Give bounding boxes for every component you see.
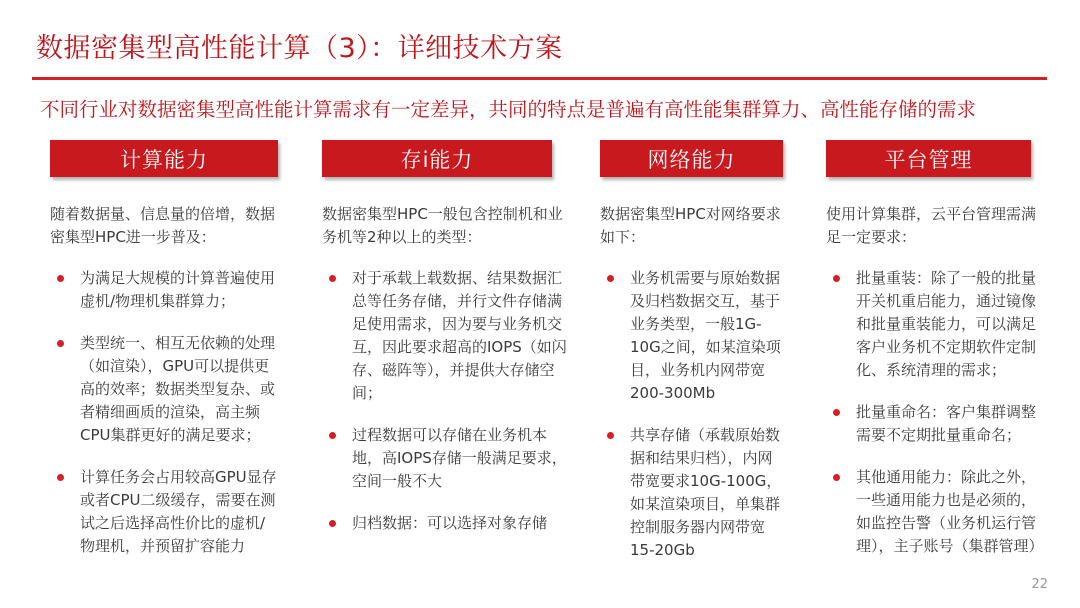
bullet-dot-icon bbox=[329, 432, 336, 439]
column-header: 网络能力 bbox=[600, 140, 783, 177]
bullet-dot-icon bbox=[57, 340, 64, 347]
column-intro: 数据密集型HPC一般包含控制机和业务机等2种以上的类型： bbox=[322, 205, 563, 246]
bullet-list bbox=[50, 267, 278, 558]
column-storage bbox=[322, 140, 567, 554]
bullet-dot-icon bbox=[833, 275, 840, 282]
list-item: 批量重命名：客户集群调整需要不定期批量重命名； bbox=[826, 401, 1048, 447]
bullet-dot-icon bbox=[607, 275, 614, 282]
slide-subtitle: 不同行业对数据密集型高性能计算需求有一定差异，共同的特点是普遍有高性能集群算力、高性能存储的需求 bbox=[40, 98, 977, 121]
bullet-list bbox=[826, 267, 1048, 558]
column-platform bbox=[826, 140, 1048, 577]
bullet-list bbox=[600, 267, 783, 562]
slide-title: 数据密集型高性能计算（3）：详细技术方案 bbox=[36, 33, 563, 64]
bullet-dot-icon bbox=[57, 275, 64, 282]
column-header: 平台管理 bbox=[826, 140, 1031, 177]
bullet-dot-icon bbox=[833, 474, 840, 481]
list-item: 为满足大规模的计算普遍使用虚机/物理机集群算力； bbox=[50, 267, 278, 313]
list-item: 其他通用能力：除此之外，一些通用能力也是必须的，如监控告警（业务机运行管理），主子账号（集群管理） bbox=[826, 466, 1048, 558]
bullet-dot-icon bbox=[607, 432, 614, 439]
list-item: 归档数据：可以选择对象存储 bbox=[322, 512, 567, 535]
column-header: 存i能力 bbox=[322, 140, 552, 177]
list-item: 共享存储（承载原始数据和结果归档），内网带宽要求10G-100G，如某渲染项目，单集群控制服务器内网带宽15-20Gb bbox=[600, 424, 783, 562]
title-divider bbox=[32, 77, 1047, 80]
column-network bbox=[600, 140, 783, 581]
list-item: 对于承载上载数据、结果数据汇总等任务存储，并行文件存储满足使用需求，因为要与业务机交互，因此要求超高的IOPS（如闪存、磁阵等），并提供大存储空间； bbox=[322, 267, 567, 405]
column-header: 计算能力 bbox=[50, 140, 278, 177]
bullet-dot-icon bbox=[57, 474, 64, 481]
column-compute bbox=[50, 140, 278, 577]
bullet-dot-icon bbox=[329, 275, 336, 282]
column-intro: 数据密集型HPC对网络要求如下： bbox=[600, 205, 781, 246]
column-intro: 随着数据量、信息量的倍增，数据密集型HPC进一步普及： bbox=[50, 205, 276, 246]
list-item: 批量重装：除了一般的批量开关机重启能力，通过镜像和批量重装能力，可以满足客户业务机不定期软件定制化、系统清理的需求； bbox=[826, 267, 1048, 382]
column-intro: 使用计算集群，云平台管理需满足一定要求： bbox=[826, 205, 1037, 246]
list-item: 过程数据可以存储在业务机本地，高IOPS存储一般满足要求，空间一般不大 bbox=[322, 424, 567, 493]
page-number: 22 bbox=[1031, 577, 1048, 592]
bullet-list bbox=[322, 267, 567, 535]
list-item: 类型统一、相互无依赖的处理（如渲染），GPU可以提供更高的效率；数据类型复杂、或者精细画质的渲染，高主频CPU集群更好的满足要求； bbox=[50, 332, 278, 447]
bullet-dot-icon bbox=[833, 409, 840, 416]
list-item: 计算任务会占用较高GPU显存或者CPU二级缓存，需要在测试之后选择高性价比的虚机/物理机，并预留扩容能力 bbox=[50, 466, 278, 558]
bullet-dot-icon bbox=[329, 520, 336, 527]
list-item: 业务机需要与原始数据及归档数据交互，基于业务类型，一般1G-10G之间，如某渲染项目，业务机内网带宽200-300Mb bbox=[600, 267, 783, 405]
